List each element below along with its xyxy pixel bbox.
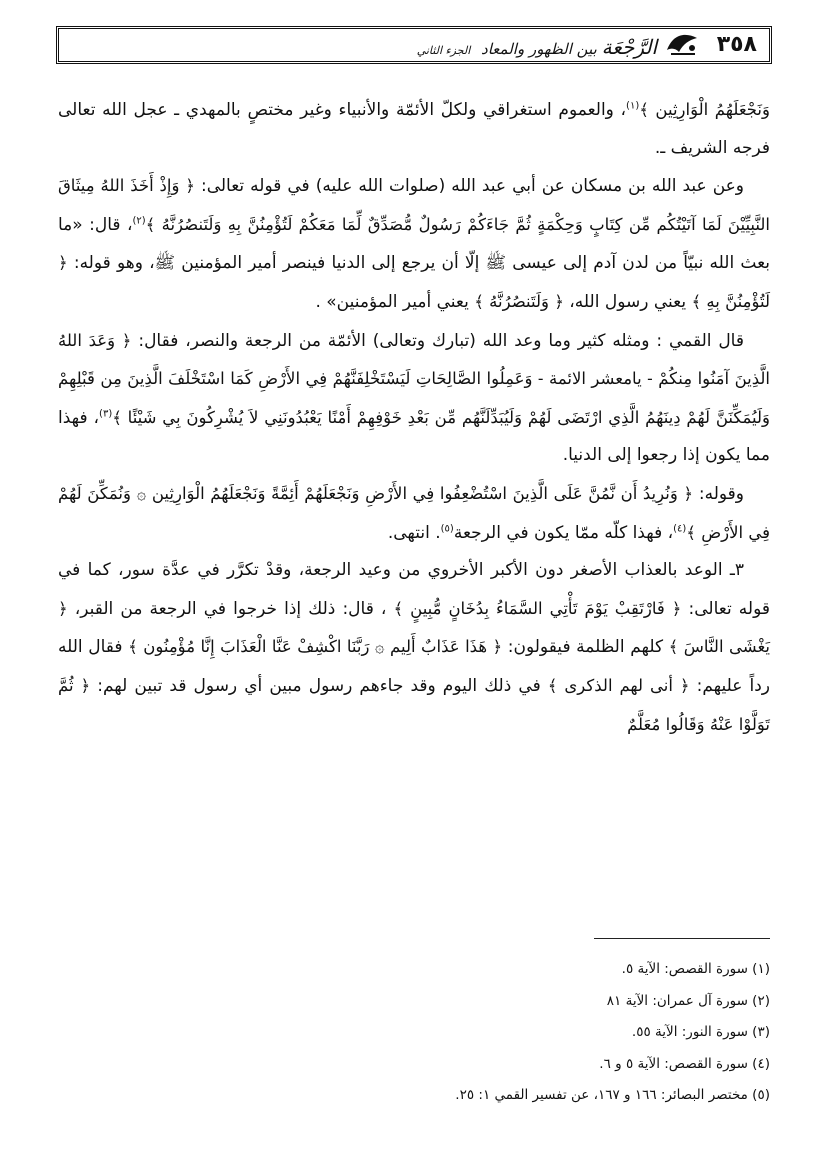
running-header [56,26,772,64]
paragraph [58,322,770,475]
quran-verse: وَنَجْعَلَهُمُ الْوَارِثِين ﴾ [639,100,770,119]
text-run: ، والعموم استغراقي ولكلّ الأئمّة والأنبياء وغير مختصٍ بالمهدي ـ عجل الله تعالى فرجه الشريف ـ. [58,100,770,158]
text-run: يعني أمير المؤمنين» . [315,291,475,312]
quran-verse: ﴿ وَنُرِيدُ أَن نَّمُنَّ عَلَى الَّذِينَ اسْتُضْعِفُوا فِي الأَرْضِ وَنَجْعَلَهُمْ أَئِمَّةً وَنَجْعَلَهُمُ الْوَارِثِين ۞ وَنُمَكِّنَ لَهُمْ فِي الأَرْضِ ﴾ [58,483,770,542]
footnote-ref: (٤) [673,522,687,534]
quran-verse: ﴿ وَعَدَ اللهُ الَّذِينَ آمَنُوا مِنكُمْ - يامعشر الائمة - وَعَمِلُوا الصَّالِحَاتِ لَيَسْتَخْلِفَنَّهُمْ فِي الأَرْضِ كَمَا اسْتَخْلَفَ الَّذِينَ مِن قَبْلِهِمْ وَلَيُمَكِّنَنَّ لَهُمْ دِينَهُمُ الَّذِي ارْتَضَى لَهُمْ وَلَيُبَدِّلَنَّهُم مِّن بَعْدِ خَوْفِهِمْ أَمْنًا يَعْبُدُونَنِي لاَ يُشْرِكُونَ بِي شَيْئًا ﴾ [58,330,770,427]
text-run: وقوله: [693,483,744,504]
text-run: ، فهذا مما يكون إذا رجعوا إلى الدنيا. [58,407,770,466]
text-run: ، فهذا كلّه ممّا يكون في الرجعة [453,522,674,543]
paragraph [58,475,770,552]
text-run: وعن عبد الله بن مسكان عن أبي عبد الله (صلوات الله عليه) في قوله تعالى: [194,176,744,197]
footnote: (٣) سورة النور: الآية ٥٥. [631,1024,770,1040]
text-run: ، قال: ذلك إذا خرجوا في الرجعة من القبر، [67,598,394,619]
footnote: (٤) سورة القصص: الآية ٥ و ٦. [599,1055,770,1072]
paragraph [58,167,770,321]
text-run: ، قال: «ما بعث الله نبيّاً من لدن آدم إلى عيسى ﷺ إلّا أن يرجع إلى الدنيا فينصر أمير المؤمنين ﷺ، وهو قوله: [58,214,770,274]
footnote-ref: (٢) [132,215,146,227]
text-run: في ذلك اليوم وقد جاءهم رسول مبين أي رسول قد تبين لهم: [90,675,548,696]
footnote-ref: (١) [626,100,640,112]
volume-label: الجزء الثاني [416,44,471,57]
footnote: (٢) سورة آل عمران: الآية ٨١ [606,992,770,1009]
paragraph [58,91,770,167]
footnote-separator [594,938,770,939]
book-subtitle: بين الظهور والمعاد [481,40,597,58]
book-title: الرَّجْعَة [601,35,657,59]
footnote-ref: (٥) [440,522,454,534]
footnote: (١) سورة القصص: الآية ٥. [621,961,770,977]
quran-verse: ﴿ لَتُؤْمِنُنَّ بِهِ ﴾ [58,253,770,311]
quran-verse: ﴿ ثُمَّ تَوَلَّوْا عَنْهُ وَقَالُوا مُعَلَّمٌ [58,675,770,734]
quran-verse: ﴿ فَارْتَقِبْ يَوْمَ تَأْتِي السَّمَاءُ بِدُخَانٍ مُّبِينٍ ﴾ [393,598,682,618]
text-run: . انتهى. [387,522,441,543]
main-text [58,91,770,744]
footnote: (٥) مختصر البصائر: ١٦٦ و ١٦٧، عن تفسير القمي ١: ٢٥. [455,1087,770,1103]
quran-verse: ﴿ هَذَا عَذَابٌ أَلِيم ۞ رَبَّنَا اكْشِفْ عَنَّا الْعَذَابَ إِنَّا مُؤْمِنُون ﴾ [128,637,503,657]
footnotes [58,957,770,1115]
paragraph [58,552,770,744]
quran-verse: ﴿ يَغْشَى النَّاسَ ﴾ [58,598,771,657]
quran-verse: ﴿ أنى لهم الذكرى ﴾ [547,675,690,695]
page-number: ٣٥٨ [716,32,757,57]
text-run: يعني رسول الله، [563,291,692,312]
text-run: ٣ـ الوعد بالعذاب الأصغر دون الأكبر الأخروي من وعيد الرجعة، وقدْ تكرَّر في عدَّة سور، كما في قوله تعالى: [58,560,771,619]
calligraphic-ornament-icon [665,30,699,58]
quran-verse: ﴿ وَإِذْ أَخَذَ اللهُ مِيثَاقَ النَّبِيِّيْنَ لَمَا آتَيْتُكُم مِّن كِتَابٍ وَحِكْمَةٍ ثُمَّ جَاءَكُمْ رَسُولٌ مُّصَدِّقٌ لِّمَا مَعَكُمْ لَتُؤْمِنُنَّ بِهِ وَلَتَنصُرُنَّهُ ﴾ [58,176,771,234]
quran-verse: ﴿ وَلَتَنصُرُنَّهُ ﴾ [474,291,564,311]
text-run: كلهم الظلمة فيقولون: [502,637,669,658]
text-run: قال القمي : ومثله كثير وما وعد الله (تبارك وتعالى) الأئمّة من الرجعة والنصر، فقال: [131,330,744,351]
running-title [417,35,657,59]
footnote-ref: (٣) [99,408,113,420]
text-run: فقال الله رداً عليهم: [58,637,770,696]
